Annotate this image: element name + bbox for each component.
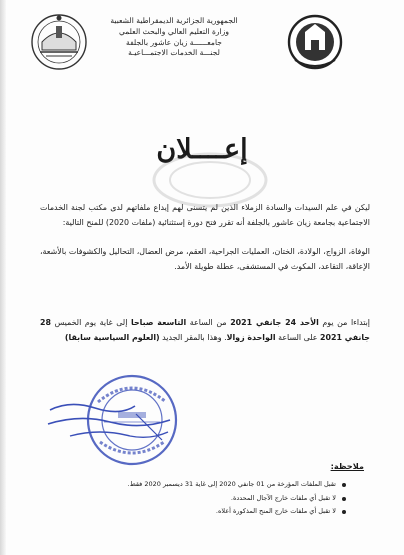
bullet-icon [342, 510, 346, 514]
location: (العلوم السياسية سابقا) [64, 333, 160, 343]
end-date: 28 جانفي 2021 [40, 318, 370, 343]
schedule-text: من الساعة [186, 318, 231, 327]
start-date: الأحد 24 جانفي 2021 [230, 318, 319, 327]
note-text: لا تقبل أي ملفات خارج الآجال المحددة. [230, 493, 336, 502]
paragraph-schedule [40, 315, 370, 346]
header-line-republic: الجمهورية الجزائرية الديمقراطية الشعبية [110, 16, 238, 25]
header-line-committee: لجنـــة الخدمات الاجتمـــاعيـة [128, 48, 220, 58]
university-emblem-icon [30, 12, 88, 74]
social-services-emblem-icon [287, 10, 343, 74]
schedule-text: . وهذا بالمقر الجديد [159, 333, 227, 343]
header-line-university: جامعــــــة زيان عاشور بالجلفة [126, 37, 222, 47]
note-item [46, 505, 346, 519]
note-text: لا تقبل أي ملفات خارج المنح المذكورة أعلاه. [215, 507, 336, 515]
notes-list [46, 478, 346, 519]
start-time: التاسعة صباحا [131, 318, 187, 327]
bullet-icon [342, 483, 346, 487]
notes-title: ملاحظة: [330, 461, 364, 471]
paragraph-intro: ليكن في علم السيدات والسادة الزملاء الذين لم يتسنى لهم إيداع ملفاتهم لدى مكتب لجنة الخدمات الاجتماعية بجامعة زيان عاشور بالجلفة أنه تقرر فتح دورة إستثنائية (ملفات 2020) للمنح التالية: [40, 203, 370, 228]
bullet-icon [342, 497, 346, 501]
paragraph-grants-list: الوفاة، الزواج، الولادة، الختان، العمليات الجراحية، العقم، مرض العضال، التحاليل والكشوفات بالأشعة، الإعاقة، التقاعد، المكوث في المستشفى، عطلة طويلة الأمد. [40, 247, 370, 272]
header-line-ministry: وزارة التعليم العالي والبحث العلمي [118, 26, 230, 36]
scan-edge-shadow [0, 0, 6, 555]
signature-icon [40, 392, 180, 448]
schedule-text: إبتداءا من يوم [318, 318, 370, 327]
schedule-text: إلى غاية يوم الخميس [50, 318, 131, 327]
end-time: الواحدة زوالا [226, 333, 276, 343]
schedule-text: على الساعة [275, 333, 320, 343]
note-text: تقبل الملفات المؤرخة من 01 جانفي 2020 إلى غاية 31 ديسمبر 2020 فقط. [127, 480, 336, 488]
note-item [46, 492, 346, 506]
note-item [46, 478, 346, 492]
institution-header [94, 16, 254, 59]
announcement-title: إعــــلان [156, 134, 248, 165]
